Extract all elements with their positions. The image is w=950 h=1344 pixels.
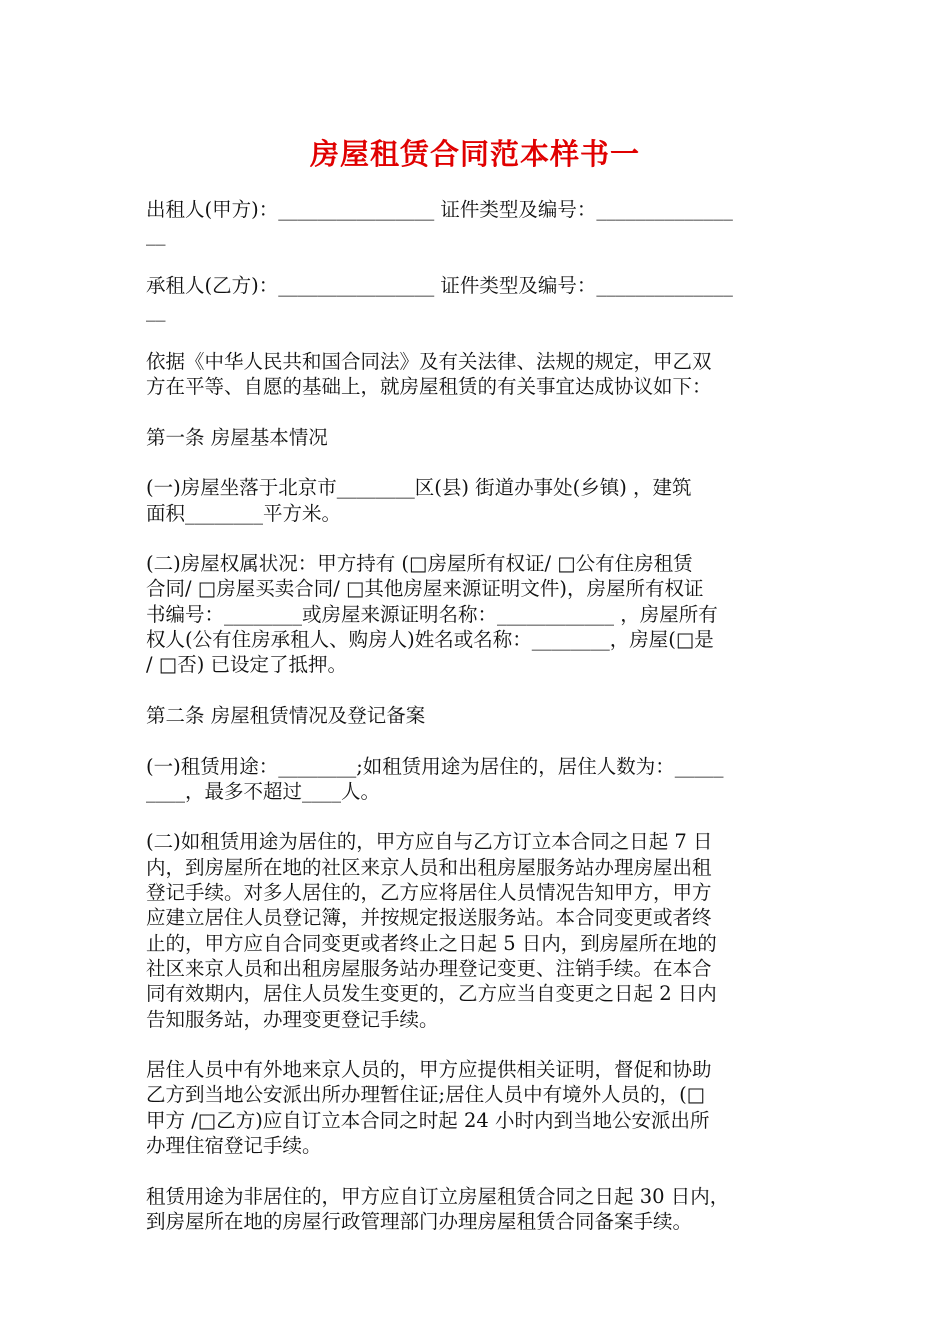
paragraph-line: 内，到房屋所在地的社区来京人员和出租房屋服务站办理房屋出租: [146, 855, 712, 879]
paragraph-line: 社区来京人员和出租房屋服务站办理登记变更、注销手续。在本合: [146, 956, 712, 980]
paragraph-line: 租赁用途为非居住的，甲方应自订立房屋租赁合同之日起 30 日内，: [146, 1184, 730, 1208]
paragraph-line: 承租人(乙方)：________________ 证件类型及编号：______________: [146, 273, 733, 297]
paragraph-line: / □否) 已设定了抵押。: [146, 653, 347, 677]
paragraph-line: (一)租赁用途：________;如租赁用途为居住的，居住人数为：_____: [146, 754, 724, 778]
paragraph: [146, 754, 808, 805]
paragraph: [146, 197, 808, 248]
document-title: 房屋租赁合同范本样书一: [309, 137, 640, 171]
paragraph-line: 止的，甲方应自合同变更或者终止之日起 5 日内，到房屋所在地的: [146, 931, 717, 955]
paragraph-line: 乙方到当地公安派出所办理暂住证;居住人员中有境外人员的，(□: [146, 1083, 706, 1107]
paragraph-line: ____，最多不超过____人。: [146, 779, 381, 803]
paragraph-line: 办理住宿登记手续。: [146, 1133, 322, 1157]
paragraph-line: 到房屋所在地的房屋行政管理部门办理房屋租赁合同备案手续。: [146, 1209, 693, 1233]
paragraph-line: 同有效期内，居住人员发生变更的，乙方应当自变更之日起 2 日内: [146, 982, 717, 1006]
paragraph-line: 告知服务站，办理变更登记手续。: [146, 1007, 439, 1031]
paragraph-line: (二)如租赁用途为居住的，甲方应自与乙方订立本合同之日起 7 日: [146, 830, 713, 854]
paragraph-line: 应建立居住人员登记簿，并按规定报送服务站。本合同变更或者终: [146, 906, 712, 930]
paragraph: [146, 425, 808, 450]
paragraph-line: 方在平等、自愿的基础上，就房屋租赁的有关事宜达成协议如下：: [146, 375, 712, 399]
paragraph-line: (二)房屋权属状况：甲方持有 (□房屋所有权证/ □公有住房租赁: [146, 552, 693, 576]
paragraph-line: 权人(公有住房承租人、购房人)姓名或名称：________，房屋(□是: [146, 628, 714, 652]
paragraph: [146, 1184, 808, 1235]
paragraph-line: 合同/ □房屋买卖合同/ □其他房屋来源证明文件)，房屋所有权证: [146, 577, 704, 601]
paragraph-line: 居住人员中有外地来京人员的，甲方应提供相关证明，督促和协助: [146, 1058, 712, 1082]
paragraph: [146, 703, 808, 728]
paragraph: [146, 349, 808, 400]
paragraph-line: 甲方 /□乙方)应自订立本合同之时起 24 小时内到当地公安派出所: [146, 1108, 710, 1132]
paragraph-line: 出租人(甲方)：________________ 证件类型及编号：______________: [146, 198, 733, 221]
paragraph: [146, 273, 808, 324]
paragraph-line: 第二条 房屋租赁情况及登记备案: [146, 703, 426, 727]
paragraph-line: 书编号：________或房屋来源证明名称：____________ ，房屋所有: [146, 602, 718, 626]
paragraph-line: 面积________平方米。: [146, 501, 342, 525]
paragraph-line: 依据《中华人民共和国合同法》及有关法律、法规的规定，甲乙双: [146, 349, 712, 373]
document-body: [146, 197, 808, 1259]
paragraph-line: (一)房屋坐落于北京市________区(县) 街道办事处(乡镇) ，建筑: [146, 476, 692, 500]
paragraph-line: 登记手续。对多人居住的，乙方应将居住人员情况告知甲方，甲方: [146, 881, 712, 905]
paragraph: [146, 551, 808, 677]
paragraph-line: __: [146, 223, 166, 247]
paragraph: [146, 475, 808, 526]
paragraph: [146, 1057, 808, 1158]
paragraph-line: 第一条 房屋基本情况: [146, 425, 328, 449]
paragraph: [146, 829, 808, 1031]
paragraph-line: __: [146, 299, 166, 323]
